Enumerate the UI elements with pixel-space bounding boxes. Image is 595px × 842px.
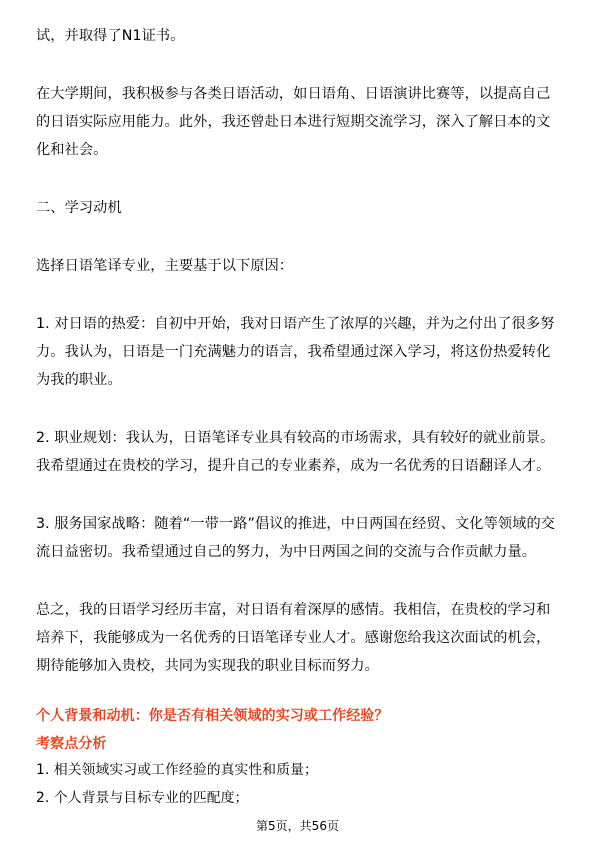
- paragraph-line: 化和社会。: [36, 142, 108, 158]
- paragraph-line: 在大学期间，我积极参与各类日语活动，如日语角、日语演讲比赛等，以提高自己: [36, 86, 551, 102]
- paragraph-line: 为我的职业。: [36, 372, 122, 388]
- paragraph-line: 试，并取得了N1证书。: [36, 28, 185, 44]
- page-number: 第5页，共56页: [256, 819, 339, 833]
- paragraph-line: 力。我认为，日语是一门充满魅力的语言，我希望通过深入学习，将这份热爱转化: [36, 344, 551, 360]
- paragraph-line: 我希望通过在贵校的学习，提升自己的专业素养，成为一名优秀的日语翻译人才。: [36, 458, 551, 474]
- paragraph-line: 的日语实际应用能力。此外，我还曾赴日本进行短期交流学习，深入了解日本的文: [36, 114, 551, 130]
- analysis-point: 1. 相关领域实习或工作经验的真实性和质量；: [36, 762, 318, 778]
- section-title: 二、学习动机: [36, 200, 122, 216]
- paragraph-line: 培养下，我能够成为一名优秀的日语笔译专业人才。感谢您给我这次面试的机会，: [36, 630, 551, 646]
- analysis-point: 2. 个人背景与目标专业的匹配度；: [36, 790, 249, 806]
- paragraph-line: 2. 职业规划：我认为，日语笔译专业具有较高的市场需求，具有较好的就业前景。: [36, 430, 555, 446]
- paragraph-line: 总之，我的日语学习经历丰富，对日语有着深厚的感情。我相信，在贵校的学习和: [36, 602, 551, 618]
- question-heading: 个人背景和动机：你是否有相关领域的实习或工作经验？: [36, 708, 389, 724]
- paragraph-line: 选择日语笔译专业，主要基于以下原因：: [36, 258, 294, 274]
- paragraph-line: 流日益密切。我希望通过自己的努力，为中日两国之间的交流与合作贡献力量。: [36, 544, 537, 560]
- paragraph-line: 1. 对日语的热爱：自初中开始，我对日语产生了浓厚的兴趣，并为之付出了很多努: [36, 316, 555, 332]
- paragraph-line: 3. 服务国家战略：随着“一带一路”倡议的推进，中日两国在经贸、文化等领域的交: [36, 516, 556, 532]
- analysis-heading: 考察点分析: [36, 736, 107, 752]
- paragraph-line: 期待能够加入贵校，共同为实现我的职业目标而努力。: [36, 658, 379, 674]
